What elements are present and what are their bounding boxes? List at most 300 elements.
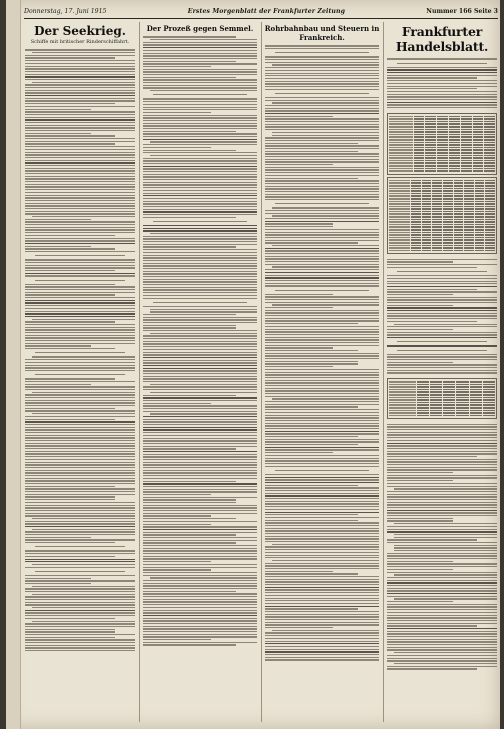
text-line: [265, 353, 379, 354]
table-cell: [485, 232, 495, 234]
text-line: [265, 237, 379, 238]
text-line: [143, 249, 257, 250]
text-line: [25, 432, 135, 433]
table-cell: [414, 168, 425, 170]
table-cell: [475, 188, 485, 190]
table-cell: [454, 237, 464, 239]
text-line: [25, 321, 115, 322]
table-cell: [454, 201, 464, 203]
table-cell: [389, 203, 410, 205]
text-line: [265, 169, 379, 170]
article-body: [142, 34, 258, 648]
table-cell: [443, 410, 455, 412]
table-row: [389, 234, 495, 236]
header-page-number: Nummer 166 Seite 3: [426, 7, 498, 15]
text-line: [25, 400, 135, 401]
table-row: [389, 386, 495, 388]
table-cell: [432, 226, 442, 228]
text-line: [265, 659, 379, 660]
section-separator: [397, 341, 487, 342]
table-cell: [461, 152, 472, 154]
text-line: [25, 66, 135, 67]
text-line: [143, 532, 257, 533]
text-line: [265, 611, 379, 612]
table-cell: [461, 126, 472, 128]
text-line: [25, 186, 135, 187]
text-line: [387, 625, 477, 626]
text-line: [387, 502, 497, 503]
text-line: [25, 138, 135, 139]
text-line: [387, 291, 497, 292]
text-line: [387, 75, 497, 76]
table-cell: [456, 412, 468, 414]
table-cell: [389, 384, 416, 386]
text-line: [143, 459, 257, 460]
text-line: [387, 641, 497, 642]
text-line: [32, 392, 135, 393]
table-cell: [389, 386, 416, 388]
text-line: [25, 389, 135, 390]
text-line: [265, 509, 379, 510]
table-cell: [389, 162, 413, 164]
table-cell: [437, 149, 448, 151]
section-separator: [35, 352, 125, 353]
text-line: [25, 106, 135, 107]
table-cell: [443, 198, 453, 200]
table-cell: [411, 229, 421, 231]
text-line: [143, 526, 257, 527]
text-line: [265, 210, 379, 211]
text-line: [387, 83, 497, 84]
table-row: [389, 224, 495, 226]
text-line: [25, 629, 115, 630]
text-line: [387, 434, 497, 435]
text-line: [387, 107, 497, 108]
text-line: [387, 367, 497, 368]
text-line: [143, 182, 257, 183]
text-line: [394, 545, 497, 546]
table-cell: [456, 381, 468, 383]
table-cell: [411, 221, 421, 223]
text-line: [265, 347, 333, 348]
table-cell: [432, 188, 442, 190]
table-cell: [430, 391, 442, 393]
text-line: [265, 401, 379, 402]
text-line: [143, 470, 257, 471]
table-cell: [484, 121, 495, 123]
text-line: [265, 528, 379, 529]
table-cell: [422, 208, 432, 210]
table-cell: [437, 170, 448, 172]
table-cell: [389, 234, 410, 236]
table-cell: [437, 123, 448, 125]
text-line: [143, 373, 257, 374]
text-line: [143, 184, 257, 185]
text-line: [25, 464, 135, 465]
text-line: [265, 458, 379, 459]
text-line: [32, 529, 135, 530]
text-line: [265, 172, 379, 173]
table-row: [389, 237, 495, 239]
text-line: [143, 483, 257, 484]
table-cell: [432, 216, 442, 218]
text-line: [143, 448, 236, 449]
table-cell: [443, 190, 453, 192]
text-line: [143, 575, 257, 576]
text-line: [265, 501, 379, 502]
text-line: [25, 507, 135, 508]
article-columns: [24, 22, 498, 722]
text-line: [265, 45, 379, 46]
table-cell: [430, 386, 442, 388]
table-cell: [464, 193, 474, 195]
text-line: [265, 641, 379, 642]
table-cell: [432, 229, 442, 231]
text-line: [25, 340, 135, 341]
text-line: [25, 208, 135, 209]
table-cell: [389, 152, 413, 154]
text-line: [265, 242, 358, 243]
table-cell: [437, 147, 448, 149]
text-line: [143, 362, 257, 363]
table-cell: [483, 412, 495, 414]
table-cell: [443, 391, 455, 393]
text-line: [143, 306, 257, 307]
text-line: [25, 610, 135, 611]
table-cell: [432, 201, 442, 203]
text-line: [25, 435, 135, 436]
text-line: [25, 313, 135, 314]
text-line: [265, 299, 379, 300]
table-cell: [430, 404, 442, 406]
table-cell: [473, 129, 484, 131]
text-line: [265, 175, 379, 176]
text-line: [265, 105, 379, 106]
table-cell: [422, 180, 432, 182]
text-line: [143, 550, 257, 551]
table-cell: [485, 237, 495, 239]
market-table: [387, 378, 497, 419]
table-cell: [464, 198, 474, 200]
text-line: [387, 259, 497, 260]
table-cell: [422, 237, 432, 239]
text-line: [265, 73, 379, 74]
table-cell: [470, 402, 482, 404]
text-line: [265, 474, 379, 475]
text-line: [387, 580, 497, 581]
text-line: [387, 459, 497, 460]
table-cell: [443, 219, 453, 221]
text-line: [387, 477, 497, 478]
text-line: [143, 505, 257, 506]
table-cell: [475, 213, 485, 215]
table-cell: [484, 131, 495, 133]
table-cell: [461, 142, 472, 144]
text-line: [265, 552, 379, 553]
table-cell: [425, 118, 436, 120]
text-line: [265, 283, 379, 284]
header-date: Donnerstag, 17. Juni 1915: [24, 7, 107, 15]
table-cell: [417, 404, 429, 406]
table-cell: [422, 229, 432, 231]
text-line: [25, 235, 115, 236]
text-line: [387, 91, 497, 92]
text-line: [143, 534, 236, 535]
table-cell: [389, 157, 413, 159]
table-cell: [432, 203, 442, 205]
text-line: [143, 456, 257, 457]
text-line: [25, 615, 135, 616]
table-cell: [443, 415, 455, 417]
text-line: [387, 486, 497, 487]
table-cell: [473, 136, 484, 138]
text-line: [32, 564, 135, 565]
text-line: [25, 197, 135, 198]
text-line: [265, 97, 379, 98]
text-line: [265, 188, 379, 189]
text-line: [272, 560, 379, 561]
text-line: [25, 92, 135, 93]
text-line: [143, 540, 257, 541]
table-row: [389, 410, 495, 412]
table-row: [389, 384, 495, 386]
table-row: [389, 250, 495, 252]
text-line: [25, 405, 135, 406]
table-cell: [485, 185, 495, 187]
text-line: [143, 553, 257, 554]
text-line: [143, 518, 236, 519]
text-line: [387, 480, 453, 481]
table-row: [389, 147, 495, 149]
table-cell: [389, 160, 413, 162]
text-line: [25, 642, 135, 643]
text-line: [394, 488, 497, 489]
text-line: [143, 478, 257, 479]
text-line: [265, 463, 379, 464]
table-cell: [485, 226, 495, 228]
text-line: [143, 187, 257, 188]
table-cell: [485, 193, 495, 195]
text-line: [387, 99, 497, 100]
table-cell: [417, 394, 429, 396]
text-line: [25, 127, 135, 128]
table-cell: [389, 250, 410, 252]
text-line: [143, 591, 236, 592]
market-table: [387, 113, 497, 175]
text-line: [25, 205, 135, 206]
table-cell: [475, 185, 485, 187]
table-cell: [389, 206, 410, 208]
text-line: [265, 261, 379, 262]
table-cell: [432, 219, 442, 221]
text-line: [25, 618, 115, 619]
text-line: [143, 481, 236, 482]
text-line: [265, 75, 379, 76]
table-cell: [464, 247, 474, 249]
table-cell: [485, 203, 495, 205]
text-line: [265, 83, 379, 84]
text-line: [265, 326, 379, 327]
text-line: [25, 227, 135, 228]
table-cell: [411, 234, 421, 236]
table-cell: [484, 147, 495, 149]
table-cell: [422, 221, 432, 223]
column-4: [386, 22, 498, 722]
table-cell: [475, 203, 485, 205]
text-line: [25, 213, 135, 214]
table-cell: [432, 247, 442, 249]
text-line: [265, 455, 379, 456]
text-line: [143, 486, 257, 487]
text-line: [143, 357, 257, 358]
table-cell: [483, 394, 495, 396]
table-cell: [449, 144, 460, 146]
table-cell: [443, 206, 453, 208]
table-cell: [432, 185, 442, 187]
table-cell: [389, 410, 416, 412]
table-cell: [484, 123, 495, 125]
text-line: [143, 432, 257, 433]
text-line: [265, 264, 379, 265]
text-line: [387, 639, 497, 640]
text-line: [387, 542, 497, 543]
table-cell: [473, 170, 484, 172]
text-line: [143, 628, 257, 629]
text-line: [387, 102, 497, 103]
text-line: [265, 183, 379, 184]
table-cell: [470, 397, 482, 399]
text-line: [25, 300, 135, 301]
table-cell: [443, 402, 455, 404]
table-cell: [389, 245, 410, 247]
text-line: [143, 150, 236, 151]
table-row: [389, 129, 495, 131]
text-line: [265, 339, 379, 340]
table-cell: [461, 160, 472, 162]
table-cell: [432, 195, 442, 197]
text-line: [25, 162, 135, 163]
text-line: [265, 649, 379, 650]
table-cell: [485, 221, 495, 223]
text-line: [394, 547, 497, 548]
table-cell: [437, 129, 448, 131]
table-cell: [475, 239, 485, 241]
table-cell: [417, 386, 429, 388]
text-line: [265, 563, 379, 564]
text-line: [387, 359, 497, 360]
text-line: [25, 491, 135, 492]
text-line: [25, 631, 115, 632]
text-line: [143, 319, 257, 320]
text-line: [387, 370, 497, 371]
table-cell: [461, 168, 472, 170]
table-cell: [449, 155, 460, 157]
section-separator: [397, 63, 487, 64]
text-line: [25, 437, 135, 438]
section-separator: [35, 571, 125, 572]
text-line: [25, 178, 135, 179]
text-line: [265, 296, 379, 297]
text-line: [387, 429, 497, 430]
text-line: [387, 467, 497, 468]
table-cell: [483, 381, 495, 383]
article-subhead: Schiffe mit britischer Rinderschiffahrt.: [30, 39, 130, 45]
text-line: [387, 512, 497, 513]
table-cell: [483, 391, 495, 393]
text-line: [265, 622, 379, 623]
table-cell: [473, 123, 484, 125]
text-line: [143, 354, 257, 355]
text-line: [143, 395, 236, 396]
table-cell: [425, 157, 436, 159]
table-row: [389, 219, 495, 221]
table-cell: [414, 149, 425, 151]
table-cell: [461, 149, 472, 151]
text-line: [25, 90, 135, 91]
table-row: [389, 121, 495, 123]
text-line: [143, 510, 257, 511]
text-line: [143, 607, 257, 608]
text-line: [25, 462, 135, 463]
text-line: [143, 217, 236, 218]
text-line: [143, 440, 257, 441]
text-line: [265, 307, 333, 308]
text-line: [25, 421, 135, 422]
text-line: [143, 620, 257, 621]
table-cell: [470, 386, 482, 388]
text-line: [143, 211, 257, 212]
table-row: [389, 116, 495, 118]
table-row: [389, 193, 495, 195]
text-line: [25, 539, 135, 540]
table-row: [389, 247, 495, 249]
table-cell: [464, 250, 474, 252]
table-row: [389, 229, 495, 231]
table-cell: [411, 226, 421, 228]
text-line: [387, 426, 497, 427]
table-cell: [461, 144, 472, 146]
text-line: [143, 101, 257, 102]
text-line: [143, 36, 236, 37]
table-cell: [454, 247, 464, 249]
text-line: [387, 655, 497, 656]
text-line: [25, 133, 91, 134]
table-cell: [411, 185, 421, 187]
table-cell: [484, 134, 495, 136]
text-line: [265, 100, 379, 101]
table-cell: [475, 216, 485, 218]
table-cell: [443, 232, 453, 234]
table-cell: [425, 149, 436, 151]
text-line: [25, 345, 91, 346]
table-cell: [414, 139, 425, 141]
table-cell: [411, 232, 421, 234]
text-line: [25, 60, 135, 61]
text-line: [265, 538, 379, 539]
text-line: [265, 485, 358, 486]
text-line: [265, 350, 358, 351]
table-cell: [430, 384, 442, 386]
text-line: [143, 429, 257, 430]
text-line: [387, 593, 497, 594]
text-line: [25, 381, 135, 382]
text-line: [143, 618, 257, 619]
text-line: [387, 69, 497, 70]
text-line: [25, 238, 135, 239]
text-line: [143, 289, 257, 290]
text-line: [143, 144, 257, 145]
text-line: [143, 365, 257, 366]
